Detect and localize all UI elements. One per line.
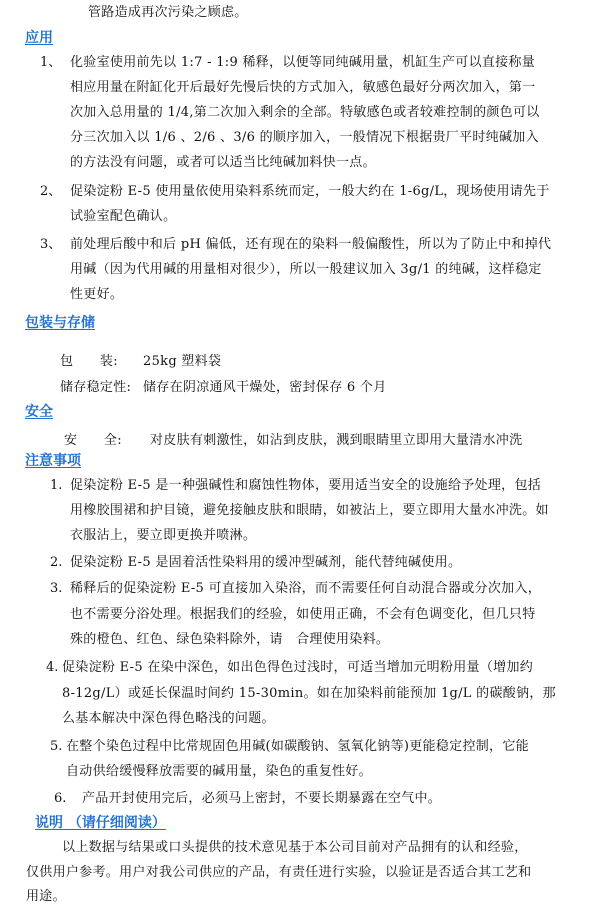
intro-tail-text: 管路造成再次污染之顾虑。	[88, 5, 248, 20]
notes-line-2: 仅供用户参考。用户对我公司供应的产品，有责任进行实验，以验证是否适合其工艺和	[26, 865, 532, 880]
safety-value: 对皮肤有刺激性，如沾到皮肤，溅到眼睛里立即用大量清水冲洗	[150, 433, 523, 448]
application-item-2-line-1: 促染淀粉 E-5 使用量依使用染料系统而定，一般大约在 1-6g/L，现场使用请先于	[70, 184, 550, 199]
application-item-1-line-3: 次加入总用量的 1/4,第二次加入剩余的全部。特敏感色或者较难控制的颜色可以	[70, 105, 540, 120]
application-item-1-line-2: 相应用量在附缸化开后最好先慢后快的方式加入，敏感色最好分两次加入，第一	[70, 80, 536, 95]
safety-heading: 安全	[25, 404, 53, 420]
caution-3-number: 3.	[50, 581, 63, 596]
caution-1-number: 1.	[50, 478, 63, 493]
caution-4-number: 4.	[46, 660, 59, 675]
caution-5-line-2: 自动供给缓慢释放需要的碱用量，染色的重复性好。	[66, 764, 372, 779]
caution-6-line-1: 产品开封使用完后，必须马上密封，不要长期暴露在空气中。	[82, 791, 442, 806]
application-item-1-line-1: 化验室使用前先以 1:7 - 1:9 稀释，以便等同纯碱用量，机缸生产可以直接称量	[70, 55, 536, 70]
application-item-3-line-3: 性更好。	[70, 287, 124, 302]
caution-2-number: 2.	[50, 555, 63, 570]
caution-4-line-1: 促染淀粉 E-5 在染中深色，如出色得色过浅时，可适当增加元明粉用量（增加约	[62, 660, 534, 675]
application-item-3-line-2: 用碱（因为代用碱的用量相对很少），所以一般建议加入 3g/1 的纯碱，这样稳定	[70, 262, 542, 277]
package-value: 25kg 塑料袋	[143, 354, 222, 369]
application-item-1-line-4: 分三次加入以 1/6 、2/6 、3/6 的顺序加入，一般情况下根据贵厂平时纯碱加入	[70, 130, 539, 145]
caution-3-line-1: 稀释后的促染淀粉 E-5 可直接加入染浴，而不需要任何自动混合器或分次加入，	[70, 581, 542, 596]
application-item-3-line-1: 前处理后酸中和后 pH 偏低，还有现在的染料一般偏酸性，所以为了防止中和掉代	[70, 237, 552, 252]
safety-label: 安 全:	[64, 433, 122, 448]
notes-line-1: 以上数据与结果或口头提供的技术意见基于本公司目前对产品拥有的认和经验，	[62, 840, 528, 855]
application-item-1-number: 1、	[40, 55, 62, 70]
application-item-1-line-5: 的方法没有问题，或者可以适当比纯碱加料快一点。	[70, 155, 376, 170]
storage-value: 储存在阴凉通风干燥处，密封保存 6 个月	[143, 380, 387, 395]
application-heading: 应用	[25, 30, 53, 46]
caution-2-line-1: 促染淀粉 E-5 是固着活性染料用的缓冲型碱剂，能代替纯碱使用。	[70, 555, 462, 570]
caution-3-line-3: 殊的橙色、红色、绿色染料除外，请 合理使用染料。	[70, 632, 390, 647]
notes-line-3: 用途。	[26, 889, 66, 904]
cautions-heading: 注意事项	[25, 453, 81, 469]
caution-1-line-1: 促染淀粉 E-5 是一种强碱性和腐蚀性物体，要用适当安全的设施给予处理，包括	[70, 478, 542, 493]
caution-6-number: 6.	[54, 791, 67, 806]
caution-1-line-2: 用橡胶围裙和护目镜，避免接触皮肤和眼睛，如被沾上，要立即用大量水冲洗。如	[70, 503, 549, 518]
packaging-heading: 包装与存储	[25, 315, 95, 331]
caution-1-line-3: 衣服沾上，要立即更换并喷淋。	[70, 528, 257, 543]
caution-5-line-1: 在整个染色过程中比常规固色用碱(如碳酸钠、氢氧化钠等)更能稳定控制，它能	[66, 739, 529, 754]
package-label: 包 装:	[60, 354, 118, 369]
application-item-2-line-2: 试验室配色确认。	[70, 209, 177, 224]
notes-heading: 说明 （请仔细阅读）	[35, 815, 166, 831]
caution-4-line-2: 8-12g/L）或延长保温时间约 15-30min。如在加染料前能预加 1g/L 的碳酸钠，那	[62, 686, 556, 701]
storage-label: 储存稳定性:	[60, 380, 132, 395]
caution-3-line-2: 也不需要分浴处理。根据我们的经验，如使用正确，不会有色调变化，但几只特	[70, 607, 536, 622]
caution-5-number: 5.	[50, 739, 63, 754]
application-item-3-number: 3、	[40, 237, 62, 252]
caution-4-line-3: 么基本解决中深色得色略浅的问题。	[62, 711, 275, 726]
application-item-2-number: 2、	[40, 184, 62, 199]
